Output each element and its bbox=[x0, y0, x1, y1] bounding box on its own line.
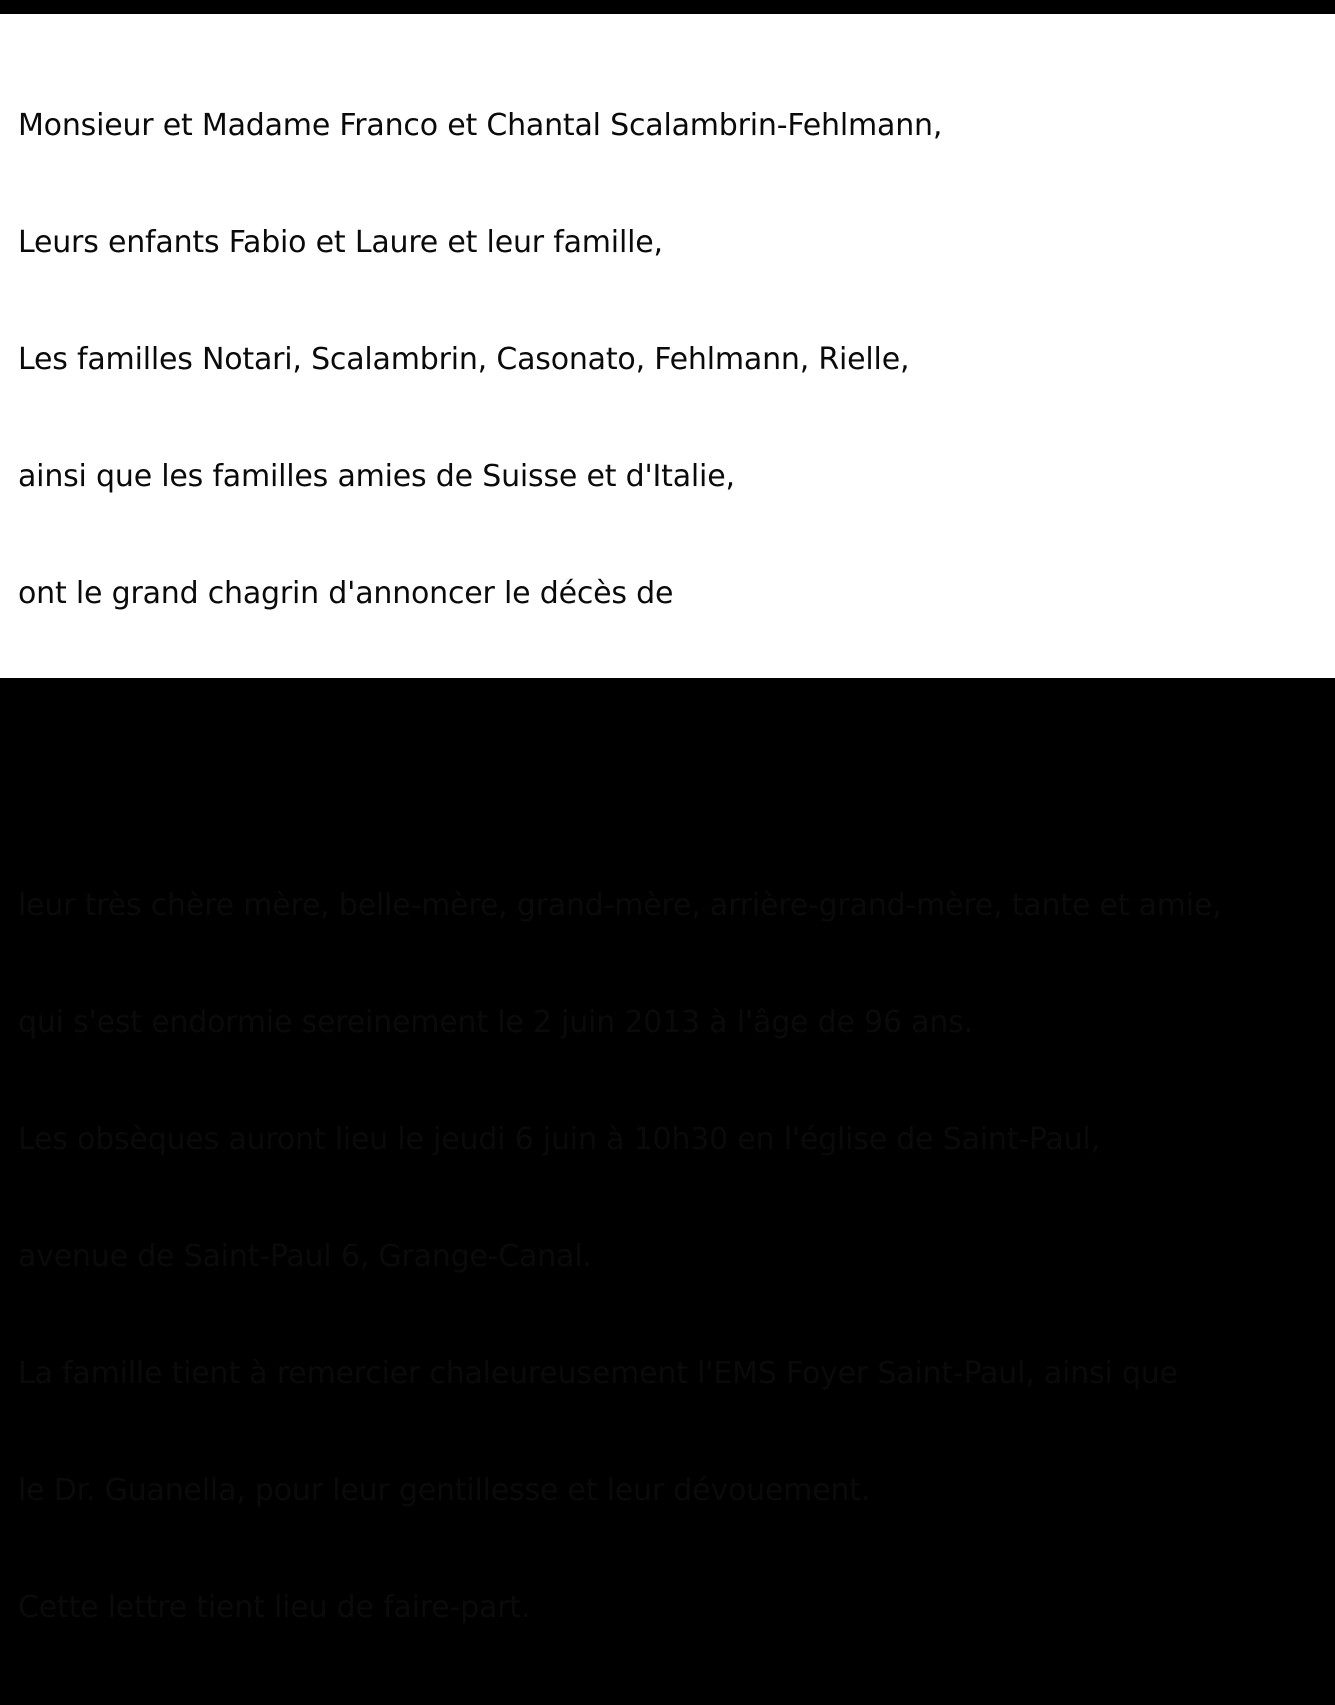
intro-line: Les familles Notari, Scalambrin, Casonato, Fehlmann, Rielle, bbox=[18, 342, 910, 377]
intro-line: ont le grand chagrin d'annoncer le décès de bbox=[18, 576, 674, 611]
detail-line: Les obsèques auront lieu le jeudi 6 juin à 10h30 en l'église de Saint-Paul, bbox=[18, 1122, 1100, 1157]
intro-line: Leurs enfants Fabio et Laure et leur famille, bbox=[18, 225, 663, 260]
death-notice bbox=[0, 14, 1335, 1625]
detail-line: La famille tient à remercier chaleureusement l'EMS Foyer Saint-Paul, ainsi que bbox=[18, 1356, 1178, 1391]
detail-line: le Dr. Guanella, pour leur gentillesse et leur dévouement. bbox=[18, 1473, 871, 1508]
intro-paragraph bbox=[18, 28, 1317, 691]
details-paragraph bbox=[18, 808, 1317, 1705]
detail-line: qui s'est endormie sereinement le 2 juin 2013 à l'âge de 96 ans. bbox=[18, 1005, 973, 1040]
intro-line: ainsi que les familles amies de Suisse et d'Italie, bbox=[18, 459, 735, 494]
detail-line: Cette lettre tient lieu de faire-part. bbox=[18, 1590, 531, 1625]
detail-line: leur très chère mère, belle-mère, grand-mère, arrière-grand-mère, tante et amie, bbox=[18, 888, 1222, 923]
detail-line: avenue de Saint-Paul 6, Grange-Canal. bbox=[18, 1239, 592, 1274]
deceased-name: Maria Agostina SCALAMBRIN-CREUX bbox=[144, 722, 1191, 782]
intro-line: Monsieur et Madame Franco et Chantal Scalambrin-Fehlmann, bbox=[18, 108, 943, 143]
